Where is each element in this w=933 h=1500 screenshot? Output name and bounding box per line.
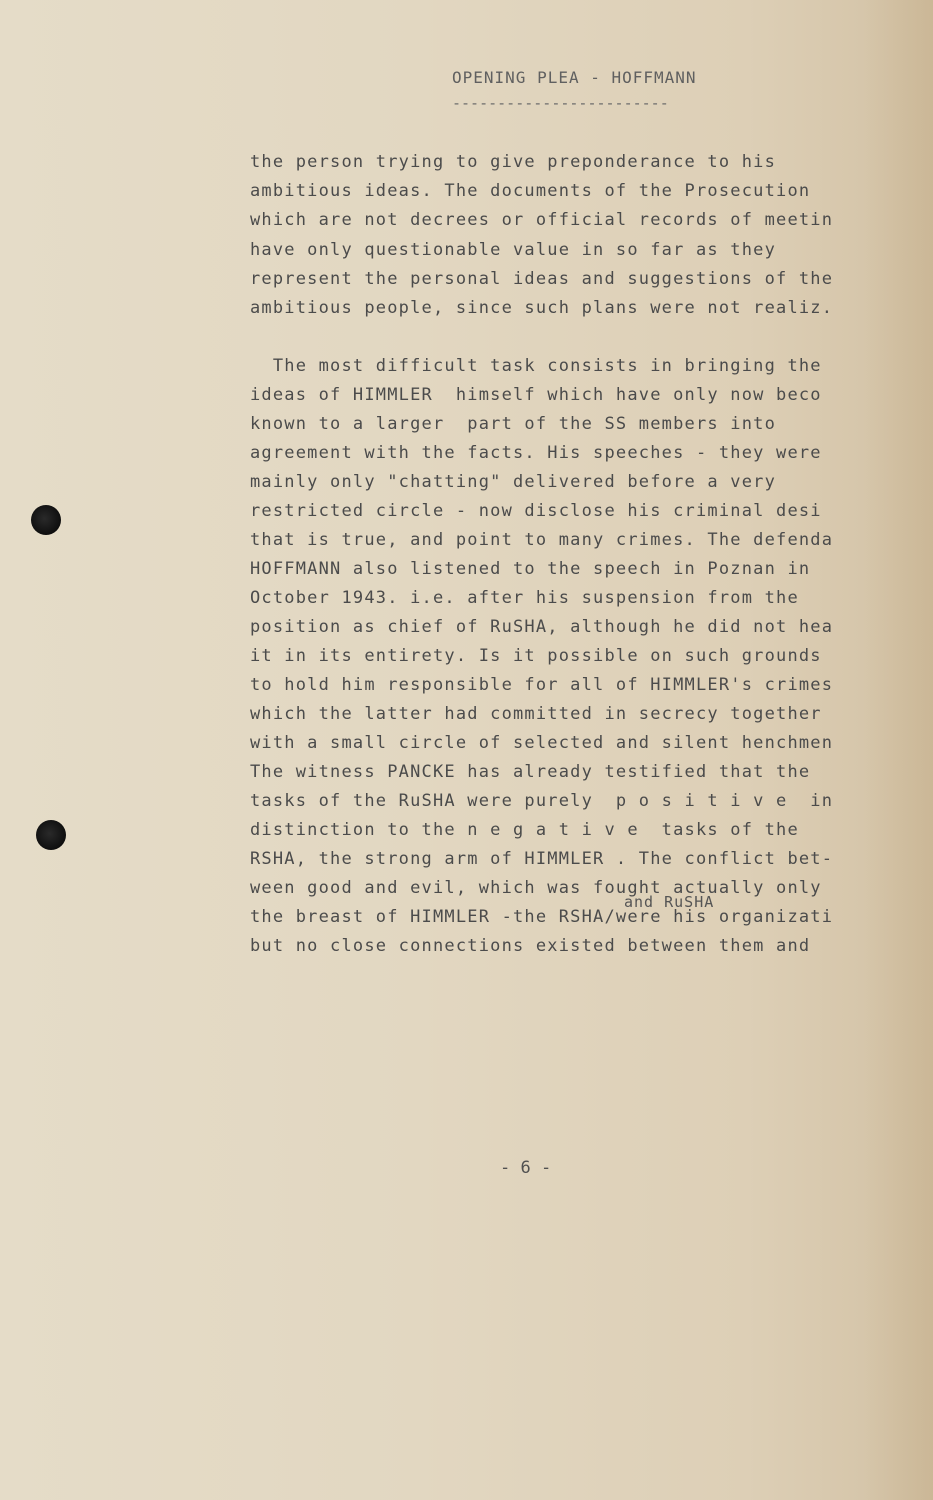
text-line: The most difficult task consists in bringing the bbox=[250, 356, 822, 376]
text-line: The witness PANCKE has already testified that the bbox=[250, 762, 811, 782]
text-line: known to a larger part of the SS members into bbox=[250, 414, 777, 434]
text-line: but no close connections existed between them and bbox=[250, 936, 811, 956]
page-edge-shade bbox=[863, 0, 933, 1500]
punch-hole bbox=[31, 505, 61, 535]
text-line: to hold him responsible for all of HIMMLER's crimes bbox=[250, 675, 834, 695]
text-line: restricted circle - now disclose his criminal desi bbox=[250, 501, 822, 521]
text-line: mainly only "chatting" delivered before a very bbox=[250, 472, 777, 492]
text-line: represent the personal ideas and suggestions of the bbox=[250, 269, 834, 289]
text-line: the breast of HIMMLER -the RSHA/were his organizati bbox=[250, 907, 834, 927]
text-line: October 1943. i.e. after his suspension from the bbox=[250, 588, 799, 608]
text-line: it in its entirety. Is it possible on such grounds bbox=[250, 646, 822, 666]
text-line: the person trying to give preponderance to his bbox=[250, 152, 777, 172]
text-line: distinction to the n e g a t i v e tasks of the bbox=[250, 820, 799, 840]
text-line: which are not decrees or official records of meetin bbox=[250, 210, 834, 230]
text-line: RSHA, the strong arm of HIMMLER . The conflict bet- bbox=[250, 849, 834, 869]
text-line: ambitious people, since such plans were not realiz. bbox=[250, 298, 834, 318]
text-line: agreement with the facts. His speeches - they were bbox=[250, 443, 822, 463]
text-line: position as chief of RuSHA, although he did not hea bbox=[250, 617, 834, 637]
header-underline: ------------------------ bbox=[452, 94, 669, 112]
punch-hole bbox=[36, 820, 66, 850]
text-line: with a small circle of selected and silent henchmen bbox=[250, 733, 834, 753]
text-line: have only questionable value in so far as they bbox=[250, 240, 777, 260]
text-line: that is true, and point to many crimes. The defenda bbox=[250, 530, 834, 550]
page-number: - 6 - bbox=[500, 1158, 552, 1178]
text-line: HOFFMANN also listened to the speech in Poznan in bbox=[250, 559, 811, 579]
page-header-title: OPENING PLEA - HOFFMANN bbox=[452, 68, 697, 87]
text-line: which the latter had committed in secrecy together bbox=[250, 704, 822, 724]
text-line: ween good and evil, which was fought actually only bbox=[250, 878, 822, 898]
text-line: ideas of HIMMLER himself which have only now beco bbox=[250, 385, 822, 405]
text-line: ambitious ideas. The documents of the Prosecution bbox=[250, 181, 811, 201]
interlinear-insert: and RuSHA bbox=[624, 893, 715, 911]
text-line: tasks of the RuSHA were purely p o s i t i v e in bbox=[250, 791, 834, 811]
